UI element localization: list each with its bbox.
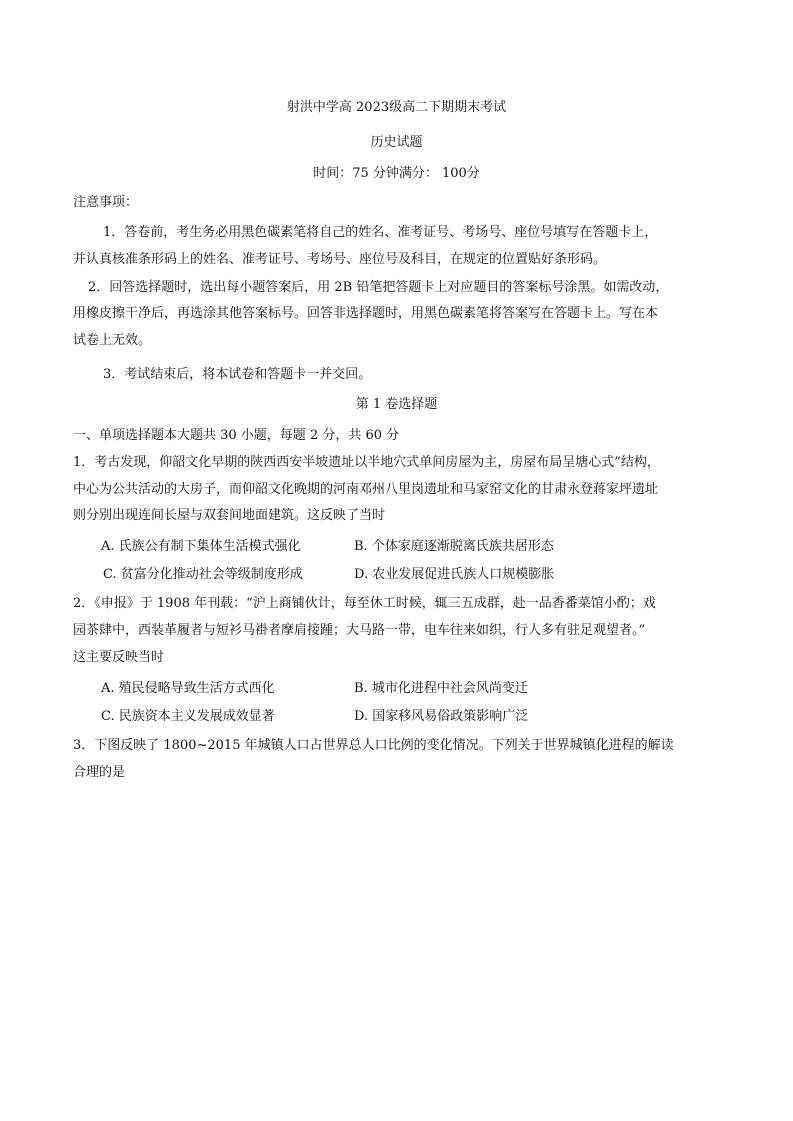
question-2-stem-line: 园茶肆中，西装革履者与短衫马褂者摩肩接踵；大马路一带，电车往来如织，行人多有驻足观望者。” <box>73 623 646 638</box>
question-3-stem-line: 3．下图反映了 1800~2015 年城镇人口占世界总人口比例的变化情况。下列关于世界城镇化进程的解读 <box>73 738 674 753</box>
note-2-line-3: 试卷上无效。 <box>73 333 152 348</box>
notes-heading: 注意事项： <box>73 195 139 210</box>
question-1-stem-line: 则分别出现连间长屋与双套间地面建筑。这反映了当时 <box>73 508 386 523</box>
subject-title: 历史试题 <box>370 135 423 150</box>
question-1-stem-line: 中心为公共活动的大房子，而仰韶文化晚期的河南邓州八里岗遗址和马家窑文化的甘肃永登蒋家坪遗址 <box>73 482 659 497</box>
question-1-option-b: B. 个体家庭逐渐脱离氏族共居形态 <box>354 539 554 554</box>
question-1-option-c: C. 贫富分化推动社会等级制度形成 <box>103 567 303 582</box>
question-2-option-d: D. 国家移风易俗政策影响广泛 <box>354 709 529 724</box>
note-1-line-1: 1．答卷前，考生务必用黑色碳素笔将自己的姓名、准考证号、考场号、座位号填写在答题卡上， <box>103 225 658 240</box>
question-1-option-a: A. 氏族公有制下集体生活模式强化 <box>101 539 301 554</box>
question-2-stem-line: 这主要反映当时 <box>73 650 165 665</box>
part-heading: 一、单项选择题本大题共 30 小题，每题 2 分，共 60 分 <box>73 428 400 443</box>
question-2-stem-line: 2．《申报》于 1908 年刊载：“沪上商铺伙计，每至休工时候，辄三五成群，赴一品香番菜馆小酌；戏 <box>73 596 656 611</box>
note-2-line-2: 用橡皮擦干净后，再选涂其他答案标号。回答非选择题时，用黑色碳素笔将答案写在答题卡上。写在本 <box>73 306 659 321</box>
note-2-line-1: 2．回答选择题时，选出每小题答案后，用 2B 铅笔把答题卡上对应题目的答案标号涂黑。如需改动， <box>88 280 669 295</box>
time-and-score: 时间：75 分钟满分： 100分 <box>313 166 480 181</box>
question-3-stem-line: 合理的是 <box>73 765 126 780</box>
volume-title: 第 1 卷选择题 <box>355 397 438 412</box>
question-2-option-b: B. 城市化进程中社会风尚变迁 <box>354 681 528 696</box>
question-1-stem-line: 1．考古发现，仰韶文化早期的陕西西安半坡遗址以半地穴式单间房屋为主，房屋布局呈塘心式”结构， <box>73 455 660 470</box>
note-3: 3．考试结束后，将本试卷和答题卡一并交回。 <box>103 367 372 382</box>
question-2-option-c: C. 民族资本主义发展成效显著 <box>101 709 275 724</box>
question-1-option-d: D. 农业发展促进氏族人口规模膨胀 <box>354 567 555 582</box>
note-1-line-2: 并认真核准条形码上的姓名、准考证号、考场号、座位号及科目，在规定的位置贴好条形码。 <box>73 252 607 267</box>
question-2-option-a: A. 殖民侵略导致生活方式西化 <box>101 681 275 696</box>
exam-title: 射洪中学高 2023级高二下期期末考试 <box>286 100 507 115</box>
